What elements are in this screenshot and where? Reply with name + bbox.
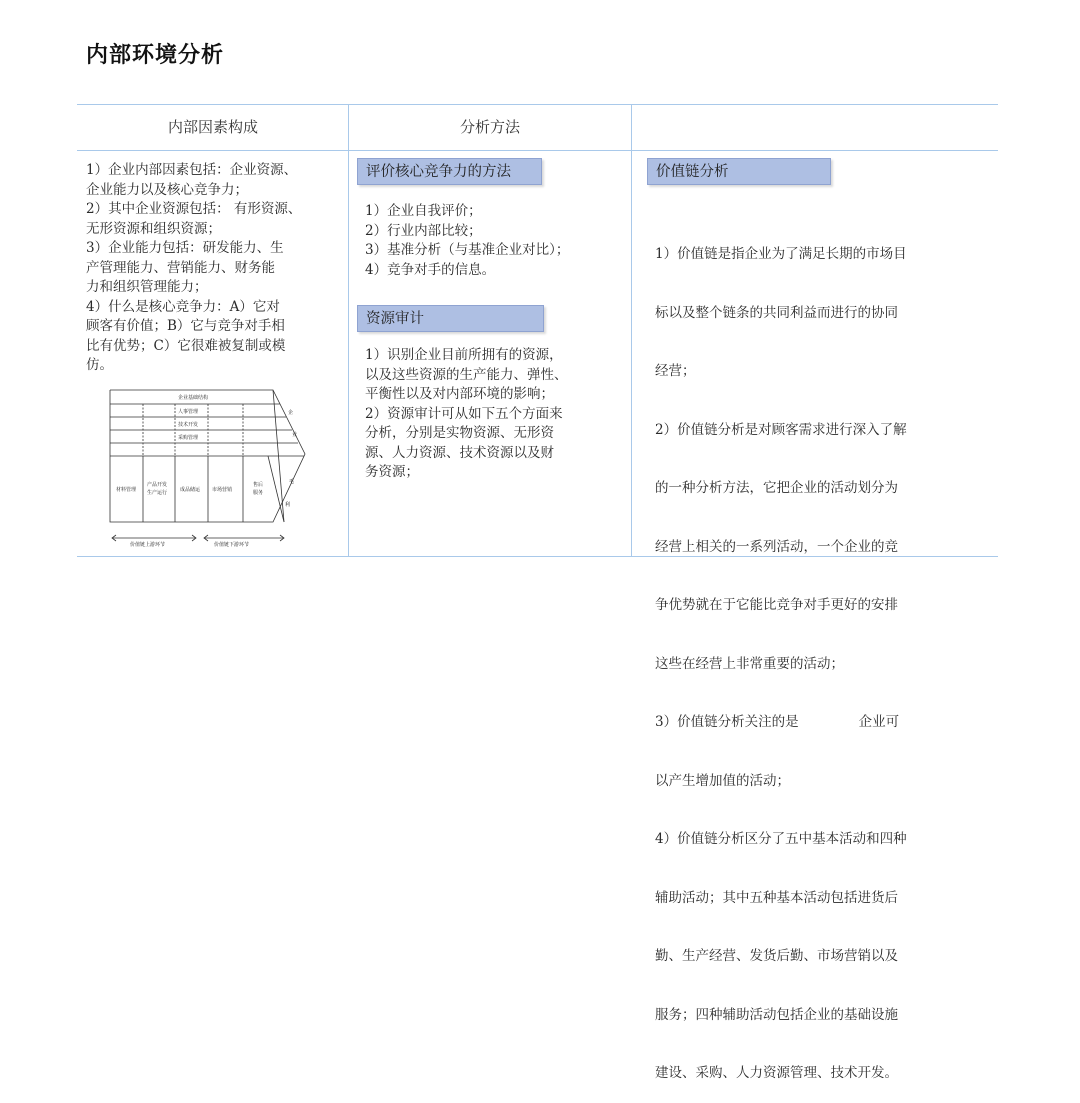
text-line: 仿。 xyxy=(86,357,113,373)
list-item: 1）企业自我评价； xyxy=(365,203,482,219)
text-line: 经营上相关的一系列活动，一个企业的竞 xyxy=(655,538,898,555)
text-line: 4）价值链分析区分了五中基本活动和四种 xyxy=(655,831,907,847)
tag-resource-audit: 资源审计 xyxy=(357,305,544,332)
text-line: 企业能力以及核心竞争力； xyxy=(86,181,248,198)
text-line: 2）其中企业资源包括： 有形资源、 xyxy=(86,201,302,217)
diagram-primary-label: 服务 xyxy=(253,490,264,496)
column-divider-2 xyxy=(631,104,632,556)
header-internal-factors: 内部因素构成 xyxy=(167,118,258,136)
text-line: 平衡性以及对内部环境的影响； xyxy=(365,386,554,402)
text-line: 4）什么是核心竞争力：A）它对 xyxy=(86,298,280,315)
internal-factors-text xyxy=(86,161,344,376)
diagram-primary-label: 售后 xyxy=(253,482,264,488)
text-line: 以产生增加值的活动； xyxy=(655,772,790,789)
text-line: 务资源； xyxy=(365,464,419,480)
list-item: 3）基准分析（与基准企业对比）； xyxy=(365,242,570,258)
diagram-primary-label: 生产运行 xyxy=(147,490,168,496)
column-divider-1 xyxy=(348,104,349,556)
diagram-primary-label: 材料管理 xyxy=(116,487,137,493)
text-line: 1）企业内部因素包括：企业资源、 xyxy=(86,162,298,178)
text-line: 1）识别企业目前所拥有的资源， xyxy=(365,347,563,363)
text-line: 顾客有价值；B）它与竞争对手相 xyxy=(86,318,285,334)
text-line: 3）价值链分析关注的是 企业可 xyxy=(655,714,900,730)
text-line: 勤、生产经营、发货后勤、市场营销以及 xyxy=(655,948,898,964)
value-chain-text xyxy=(655,206,993,1103)
text-line: 建设、采购、人力资源管理、技术开发。 xyxy=(655,1065,898,1081)
resource-audit-text xyxy=(365,346,627,483)
text-line: 标以及整个链条的共同利益而进行的协同 xyxy=(655,304,898,321)
diagram-primary-label: 市场营销 xyxy=(212,487,233,493)
header-analysis-methods: 分析方法 xyxy=(459,118,520,136)
text-line: 产管理能力、营销能力、财务能 xyxy=(86,259,275,276)
list-item: 2）行业内部比较； xyxy=(365,222,482,239)
text-line: 这些在经营上非常重要的活动； xyxy=(655,655,844,672)
tag-value-chain-analysis: 价值链分析 xyxy=(647,158,831,185)
tag-core-competence-methods: 评价核心竞争力的方法 xyxy=(357,158,542,185)
text-line: 辅助活动；其中五种基本活动包括进货后 xyxy=(655,889,898,906)
diagram-margin-char: 企 xyxy=(288,410,294,416)
text-line: 力和组织管理能力； xyxy=(86,279,208,295)
diagram-primary-label: 成品储运 xyxy=(180,487,201,493)
text-line: 以及这些资源的生产能力、弹性、 xyxy=(365,366,568,383)
text-line: 3）企业能力包括：研发能力、生 xyxy=(86,240,284,256)
diagram-margin-char: 利 xyxy=(285,502,291,508)
text-line: 经营； xyxy=(655,363,696,379)
diagram-margin-char: 业 xyxy=(292,432,298,438)
diagram-bottom-left-label: 价值链上游环节 xyxy=(130,542,166,548)
text-line: 1）价值链是指企业为了满足长期的市场目 xyxy=(655,246,907,262)
diagram-bottom-right-label: 价值链下游环节 xyxy=(214,542,250,548)
value-chain-diagram xyxy=(108,388,308,550)
text-line: 源、人力资源、技术资源以及财 xyxy=(365,444,554,461)
text-line: 的一种分析方法，它把企业的活动划分为 xyxy=(655,480,898,496)
text-line: 2）资源审计可从如下五个方面来 xyxy=(365,405,563,422)
header-empty xyxy=(632,104,998,151)
text-line: 比有优势；C）它很难被复制或模 xyxy=(86,337,286,354)
diagram-margin-char: 毛 xyxy=(289,479,295,485)
text-line: 无形资源和组织资源； xyxy=(86,220,221,237)
text-line: 分析，分别是实物资源、无形资 xyxy=(365,425,554,441)
page-title: 内部环境分析 xyxy=(86,43,225,68)
text-line: 服务；四种辅助活动包括企业的基础设施 xyxy=(655,1006,898,1023)
text-line: 2）价值链分析是对顾客需求进行深入了解 xyxy=(655,421,907,438)
diagram-primary-label: 产品开发 xyxy=(147,482,168,488)
diagram-support-label: 技术开发 xyxy=(178,422,199,428)
diagram-top-label: 企业基础结构 xyxy=(178,395,209,401)
list-item: 4）竞争对手的信息。 xyxy=(365,261,496,278)
diagram-support-label: 人事管理 xyxy=(178,409,199,415)
core-competence-methods-list xyxy=(365,202,627,280)
text-line: 争优势就在于它能比竞争对手更好的安排 xyxy=(655,597,898,613)
diagram-support-label: 采购管理 xyxy=(178,435,199,441)
